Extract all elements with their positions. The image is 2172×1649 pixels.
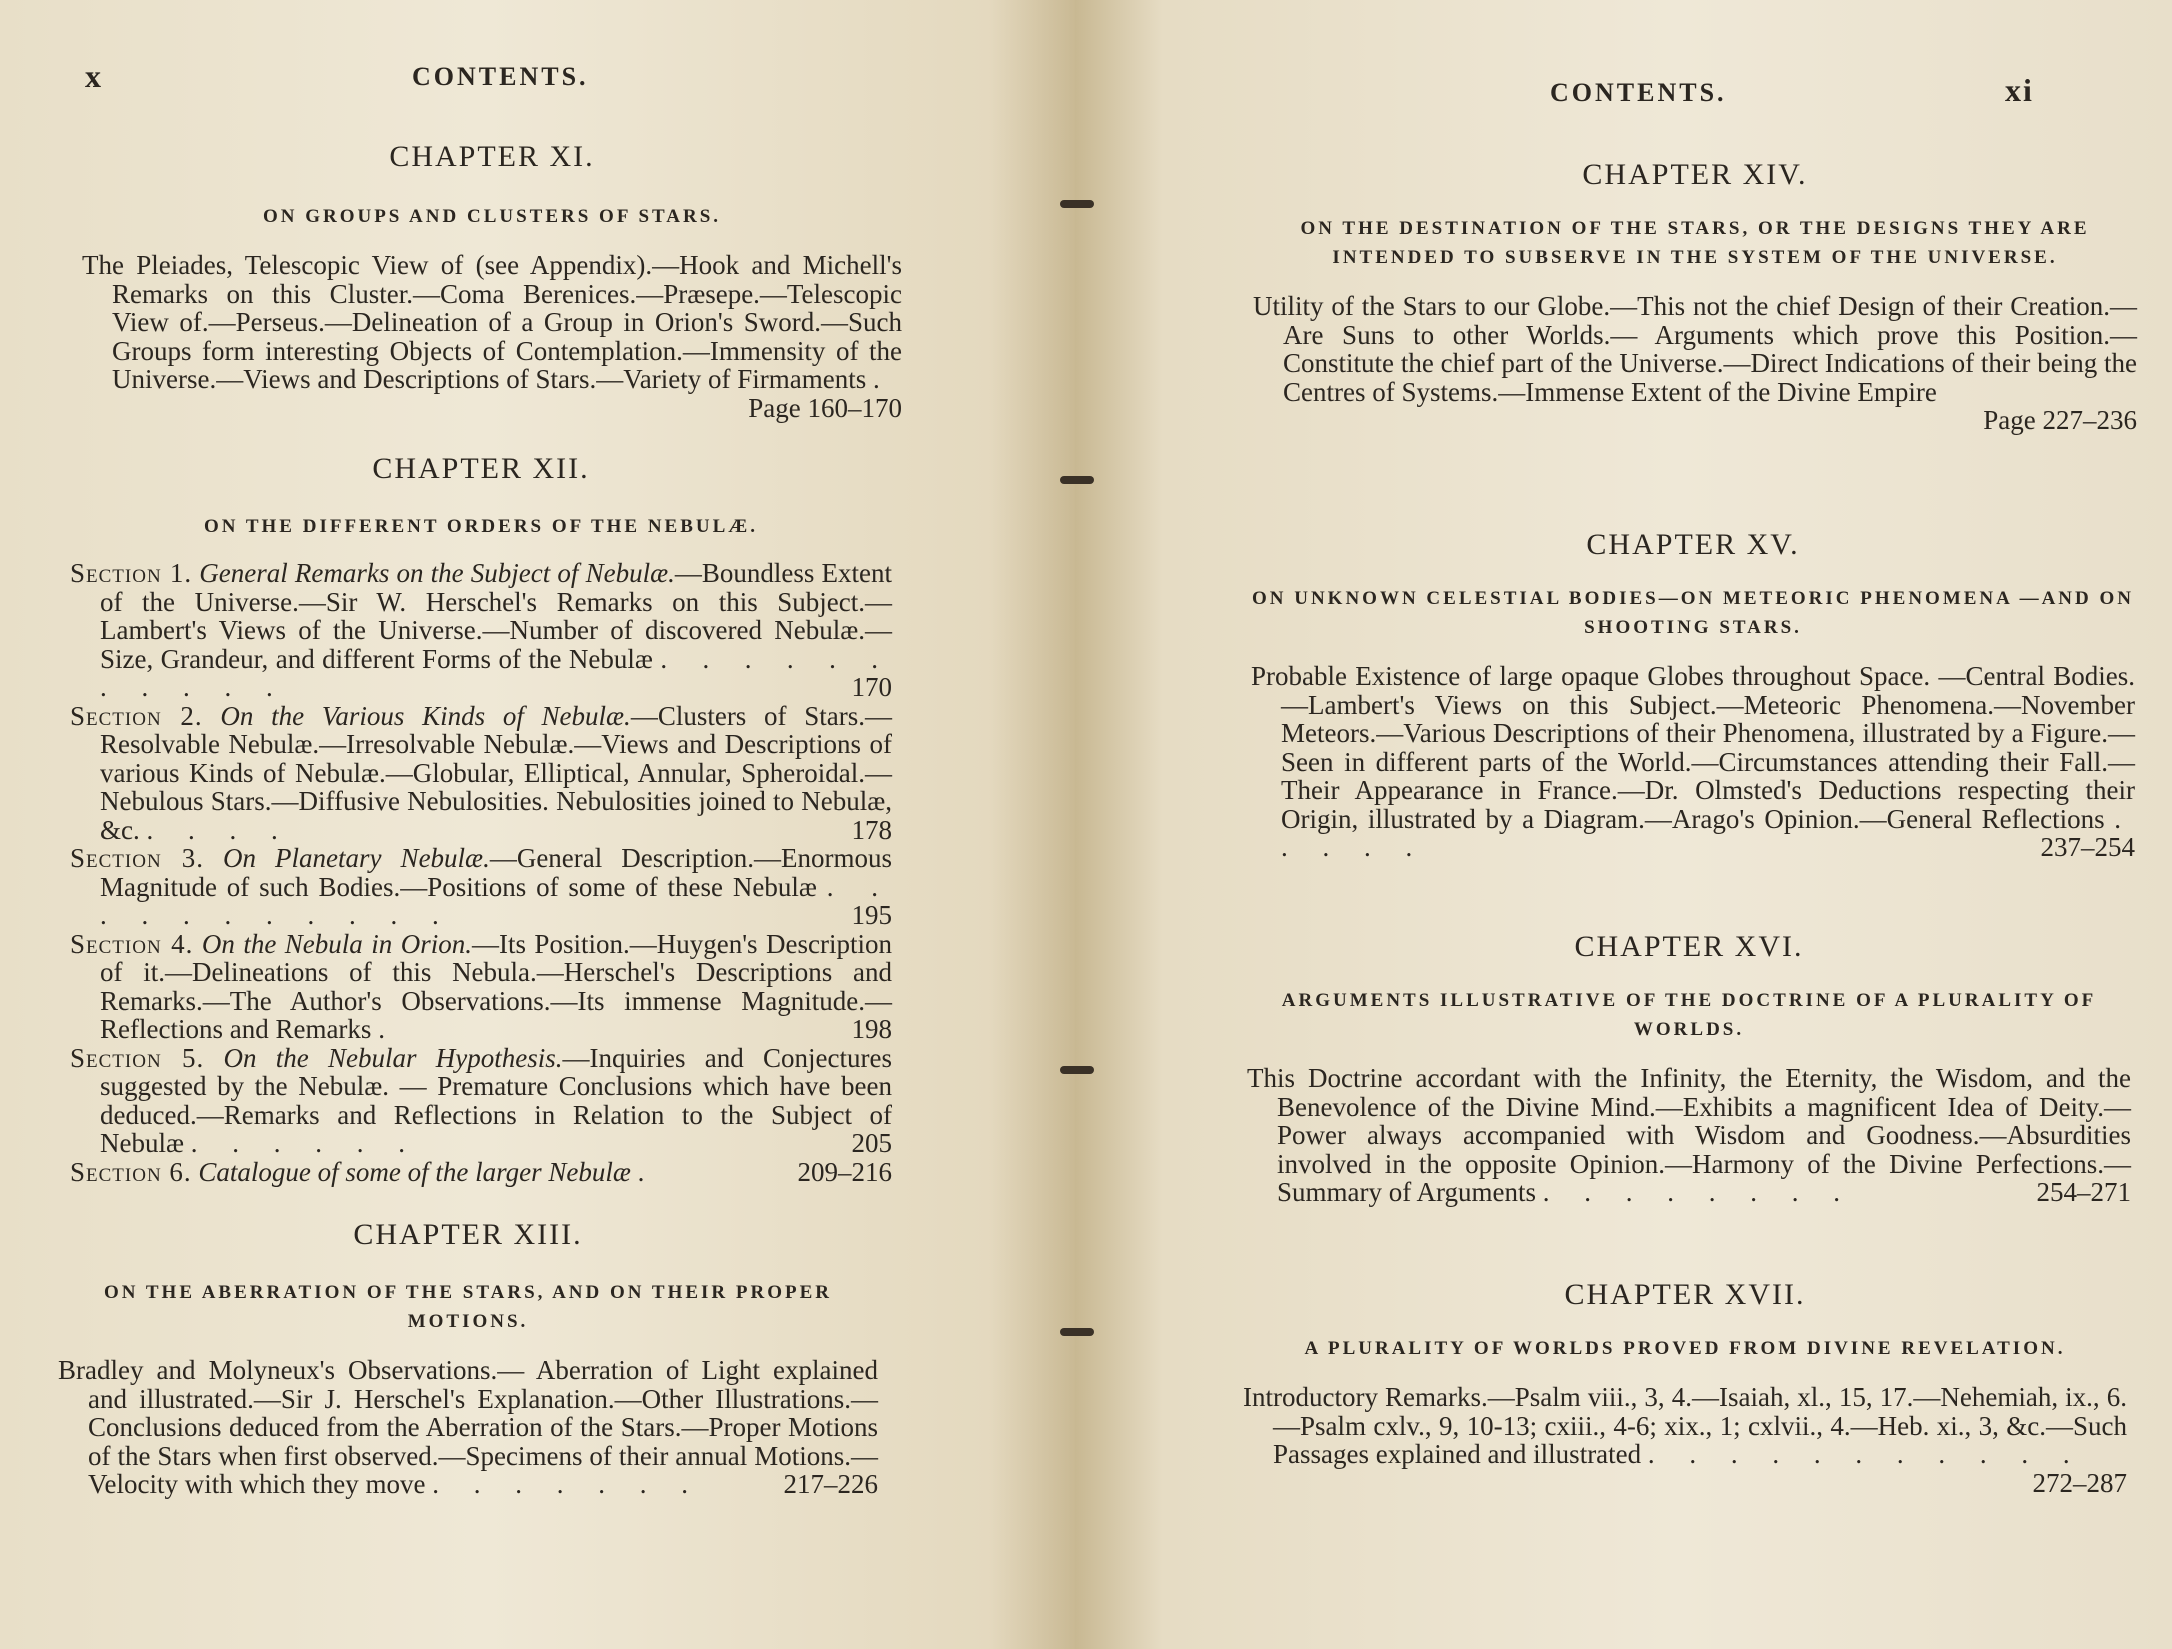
leader-dots: . . . . . . . . (1542, 1177, 1854, 1207)
binding-thread-mark (1060, 1328, 1094, 1336)
section-entry (70, 844, 892, 930)
leader-dots: . . . . . . . . . . . (100, 871, 893, 930)
chapter-xvii (1243, 1278, 2127, 1497)
summary-text: This Doctrine accordant with the Infinity, the Eternity, the Wisdom, and the Benevolence of the Divine Mind.—Exhibits a magnificent Idea of Deity.—Power always accompanied with Wisdom and Goodness.—Absurdities involved in the opposite Opinion.—Harmony of the Divine Perfections.—Summary of Arguments (1247, 1063, 2131, 1207)
section-label: Section 3. (70, 843, 204, 873)
section-heading: On the Nebula in Orion. (201, 928, 472, 959)
section-entry (70, 1044, 892, 1158)
section-text: —Its Position.—Huygen's Description of it.—Delineations of this Nebula.—Herschel's Descriptions and Remarks.—The Author's Observations.—Its immense Magnitude.—Reflections and Remarks (100, 928, 892, 1044)
section-label: Section 2. (70, 700, 203, 731)
running-head: CONTENTS. (412, 62, 589, 91)
page-number: 205 (851, 1128, 892, 1158)
section-text: —Clusters of Stars.—Resolvable Nebulæ.—Irresolvable Nebulæ.—Views and Descriptions of various Kinds of Nebulæ.—Globular, Elliptical, Annular, Spheroidal.—Nebulous Stars.—Diffusive Nebulosities. Nebulosities joined to Nebulæ, &c. (100, 700, 893, 845)
leader-dots: . . . . . (1281, 803, 2135, 862)
page-number: 178 (851, 814, 892, 845)
chapter-subtitle: ON THE DIFFERENT ORDERS OF THE NEBULÆ. (203, 516, 759, 537)
section-label: Section 1. (70, 558, 193, 588)
page-range: Page 160–170 (748, 392, 902, 423)
binding-thread-mark (1060, 200, 1094, 208)
chapter-subtitle: ARGUMENTS ILLUSTRATIVE OF THE DOCTRINE OF A PLURALITY OF WORLDS. (1281, 990, 2097, 1040)
left-page (0, 0, 1075, 1649)
section-heading: On the Various Kinds of Nebulæ. (220, 700, 631, 731)
summary-text: Bradley and Molyneux's Observations.— Aberration of Light explained and illustrated.—Sir J. Herschel's Explanation.—Other Illustrations.—Conclusions deduced from the Aberration of the Stars.—Proper Motions of the Stars when first observed.—Specimens of their annual Motions.—Velocity with which they move (58, 1355, 878, 1499)
chapter-subtitle: ON GROUPS AND CLUSTERS OF STARS. (262, 206, 722, 227)
leader-dots: . . . . . . (190, 1128, 419, 1158)
chapter-xiv (1253, 158, 2137, 435)
summary-text: Utility of the Stars to our Globe.—This not the chief Design of their Creation.— Are Suns to other Worlds.— Arguments which prove this Position.—Constitute the chief part of the Universe.—Direct Indications of their being the Centres of Systems.—Immense Extent of the Divine Empire (1253, 291, 2137, 407)
chapter-title: CHAPTER XIV. (1582, 158, 1808, 191)
section-text: —Inquiries and Conjectures suggested by the Nebulæ. — Premature Conclusions which have been deduced.—Remarks and Reflections in Relation to the Subject of Nebulæ (100, 1042, 892, 1158)
chapter-title: CHAPTER XIII. (353, 1218, 583, 1251)
chapter-summary (82, 251, 902, 422)
section-heading: Catalogue of some of the larger Nebulæ (198, 1156, 631, 1187)
running-head: CONTENTS. (1550, 78, 1727, 107)
chapter-title: CHAPTER XV. (1586, 528, 1800, 561)
section-entry (70, 1158, 892, 1187)
section-label: Section 5. (70, 1042, 205, 1073)
page-range: 254–271 (2036, 1177, 2131, 1207)
page-range: 272–287 (2032, 1467, 2127, 1498)
page-number: x (85, 58, 103, 94)
section-list (70, 559, 892, 1186)
section-heading: On the Nebular Hypothesis. (223, 1042, 563, 1073)
section-heading: On Planetary Nebulæ. (223, 843, 490, 873)
leader-dots: . . . . . . . . . . . (100, 643, 893, 702)
binding-thread-mark (1060, 476, 1094, 484)
section-heading: General Remarks on the Subject of Nebulæ. (199, 558, 675, 588)
section-entry (70, 559, 892, 702)
chapter-subtitle: ON UNKNOWN CELESTIAL BODIES—ON METEORIC PHENOMENA —AND ON SHOOTING STARS. (1251, 588, 2134, 638)
chapter-subtitle: ON THE DESTINATION OF THE STARS, OR THE DESIGNS THEY ARE INTENDED TO SUBSERVE IN THE SYSTEM OF THE UNIVERSE. (1300, 218, 2090, 268)
chapter-summary (1247, 1064, 2131, 1207)
chapter-xii (70, 452, 892, 1186)
chapter-title: CHAPTER XVII. (1564, 1278, 1806, 1311)
chapter-summary (1251, 662, 2135, 862)
page-number: 195 (851, 900, 892, 930)
summary-text: Probable Existence of large opaque Globes throughout Space. —Central Bodies.—Lambert's Views on this Subject.—Meteoric Phenomena.—November Meteors.—Various Descriptions of their Phenomena, illustrated by a Figure.—Seen in different parts of the World.—Circumstances attending their Fall.—Their Appearance in France.—Dr. Olmsted's Deductions respecting their Origin, illustrated by a Diagram.—Arago's Opinion.—General Reflections (1251, 661, 2135, 834)
summary-text: The Pleiades, Telescopic View of (see Appendix).—Hook and Michell's Remarks on this Cluster.—Coma Berenices.—Præsepe.—Telescopic View of.—Perseus.—Delineation of a Group in Orion's Sword.—Such Groups form interesting Objects of Contemplation.—Immensity of the Universe.—Views and Descriptions of Stars.—Variety of Firmaments . (82, 250, 902, 394)
chapter-title: CHAPTER XII. (372, 452, 590, 485)
section-text: —Boundless Extent of the Universe.—Sir W. Herschel's Remarks on this Subject.—Lambert's Views of the Universe.—Number of discovered Nebulæ.—Size, Grandeur, and different Forms of the Nebulæ (100, 558, 892, 674)
page-number: 170 (851, 672, 892, 702)
leader-dots: . (637, 1156, 659, 1187)
right-page (1075, 0, 2172, 1649)
chapter-subtitle: ON THE ABERRATION OF THE STARS, AND ON THEIR PROPER MOTIONS. (103, 1282, 833, 1332)
chapter-xvi (1247, 930, 2131, 1207)
chapter-subtitle: A PLURALITY OF WORLDS PROVED FROM DIVINE REVELATION. (1304, 1338, 2066, 1359)
chapter-summary (58, 1356, 878, 1499)
summary-text: Introductory Remarks.—Psalm viii., 3, 4.—Isaiah, xl., 15, 17.—Nehemiah, ix., 6.—Psalm cxlv., 9, 10-13; cxiii., 4-6; xix., 1; cxlvii., 4.—Heb. xi., 3, &c.—Such Passages explained and illustrated (1243, 1382, 2127, 1469)
binding-thread-mark (1060, 1066, 1094, 1074)
page-range: 237–254 (2040, 832, 2135, 862)
page-range: 217–226 (783, 1469, 878, 1499)
leader-dots: . . . . (146, 814, 292, 845)
section-entry (70, 702, 892, 845)
chapter-summary (1253, 292, 2137, 435)
chapter-title: CHAPTER XVI. (1574, 930, 1804, 963)
chapter-summary (1243, 1383, 2127, 1497)
leader-dots: . . . . . . . . . . . (1647, 1439, 2084, 1469)
chapter-xv (1251, 528, 2135, 862)
section-label: Section 4. (70, 928, 194, 959)
page-number: xi (2005, 72, 2034, 108)
chapter-xiii (58, 1218, 878, 1499)
page-number: 198 (851, 1014, 892, 1044)
chapter-title: CHAPTER XI. (389, 140, 595, 173)
page-range: Page 227–236 (1983, 405, 2137, 435)
leader-dots: . . . . . . . (432, 1469, 702, 1499)
chapter-xi (82, 140, 902, 422)
leader-dots: . (378, 1014, 399, 1044)
page-number: 209–216 (797, 1156, 892, 1187)
section-text: —General Description.—Enormous Magnitude of such Bodies.—Positions of some of these Nebulæ (100, 843, 893, 902)
section-label: Section 6. (70, 1156, 192, 1187)
section-entry (70, 930, 892, 1044)
